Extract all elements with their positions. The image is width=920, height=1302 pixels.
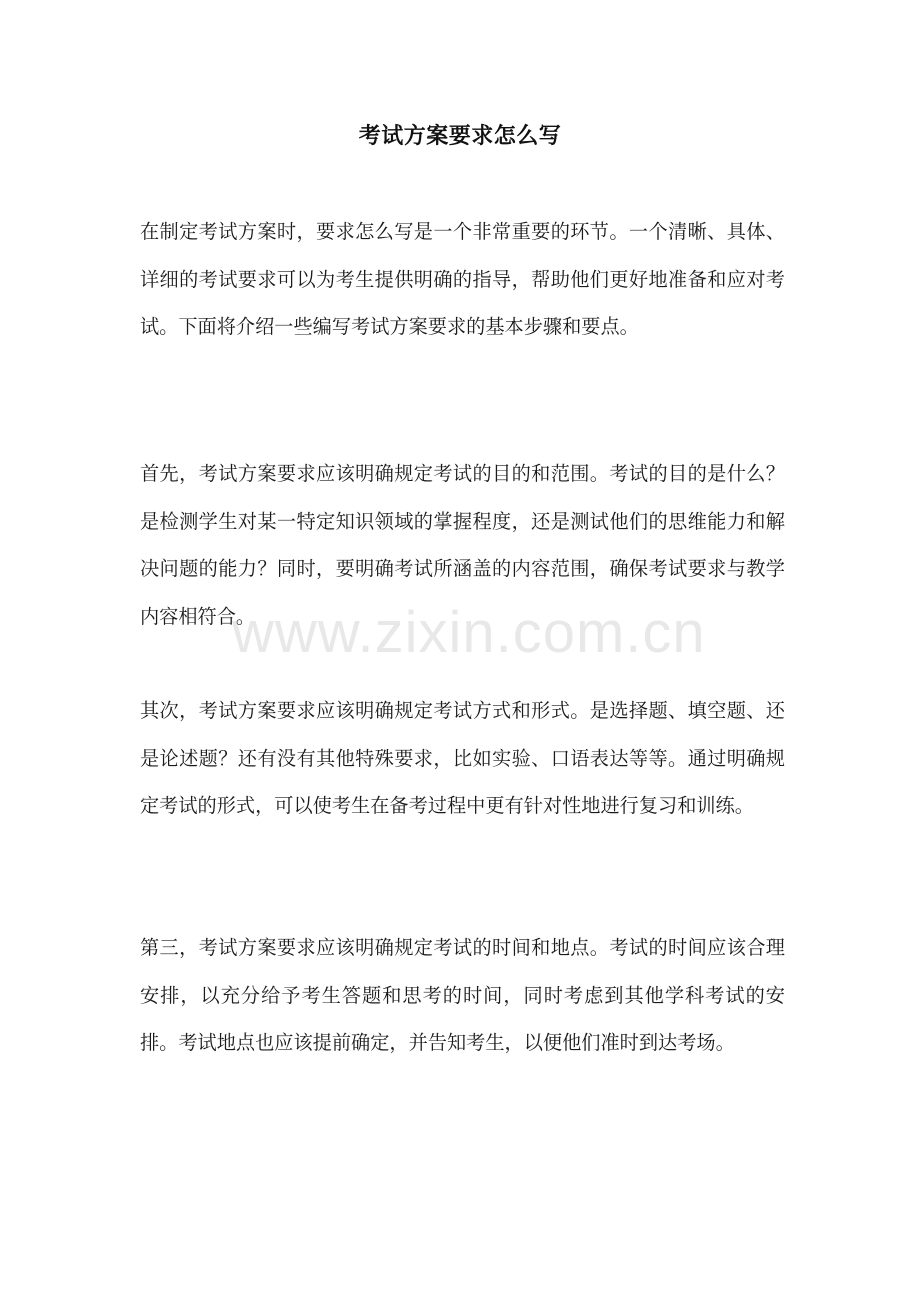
document-title: 考试方案要求怎么写 [358,123,562,149]
paragraph-second: 其次，考试方案要求应该明确规定考试方式和形式。是选择题、填空题、还是论述题？还有没有其他特殊要求，比如实验、口语表达等等。通过明确规定考试的形式，可以使考生在备考过程中更有针对性地进行复习和训练。 [140,699,785,817]
watermark: www.zixin.com.cn [232,600,706,665]
paragraph-intro: 在制定考试方案时，要求怎么写是一个非常重要的环节。一个清晰、具体、详细的考试要求可以为考生提供明确的指导，帮助他们更好地准备和应对考试。下面将介绍一些编写考试方案要求的基本步骤和要点。 [140,220,785,338]
paragraph-first: 首先，考试方案要求应该明确规定考试的目的和范围。考试的目的是什么？是检测学生对某一特定知识领域的掌握程度，还是测试他们的思维能力和解决问题的能力？同时，要明确考试所涵盖的内容范围，确保考试要求与教学内容相符合。 [140,462,785,628]
paragraph-third: 第三，考试方案要求应该明确规定考试的时间和地点。考试的时间应该合理安排，以充分给予考生答题和思考的时间，同时考虑到其他学科考试的安排。考试地点也应该提前确定，并告知考生，以便他们准时到达考场。 [140,936,785,1054]
